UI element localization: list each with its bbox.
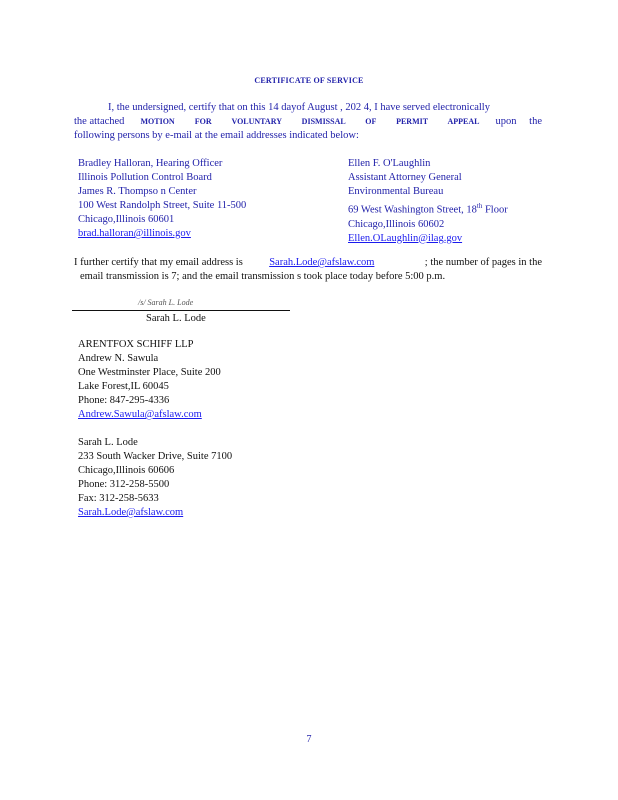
recipient-city: Chicago,Illinois 60601 [78,214,175,225]
recipient-email-link[interactable]: brad.halloran@illinois.gov [78,228,191,239]
office-phone: Phone: 312-258-5500 [78,479,170,490]
firm-email-link[interactable]: Andrew.Sawula@afslaw.com [78,409,202,420]
recipient-street: 69 West Washington Street, 18th Floor [348,202,508,216]
office-fax: Fax: 312-258-5633 [78,493,159,504]
office-city: Chicago,Illinois 60606 [78,465,175,476]
certify-line-2-post: upon the [495,116,542,127]
recipient-email-link[interactable]: Ellen.OLaughlin@ilag.gov [348,232,463,244]
certify-line-2-pre: the attached [74,116,125,127]
further-certify-line-2: email transmission is 7; and the email transmission s took place today before 5:00 p.m. [80,271,446,282]
attorney-name: Sarah L. Lode [78,437,138,448]
firm-street: One Westminster Place, Suite 200 [78,367,221,378]
lode-block [78,436,232,520]
recipient-name: Ellen F. O'Laughlin [348,158,431,169]
further-certify-post: ; the number of pages in the [424,257,542,268]
attorney-name: Andrew N. Sawula [78,353,159,364]
certify-line-3: following persons by e-mail at the email addresses indicated below: [74,130,359,141]
sender-email-link[interactable]: Sarah.Lode@afslaw.com [269,257,375,268]
firm-city: Lake Forest,IL 60045 [78,381,169,392]
recipient-dept: Environmental Bureau [348,186,444,197]
office-email-link[interactable]: Sarah.Lode@afslaw.com [78,507,184,518]
recipient-street: 100 West Randolph Street, Suite 11-500 [78,200,247,211]
recipient-title: Assistant Attorney General [348,172,462,183]
electronic-signature: /s/ Sarah L. Lode [138,298,194,307]
firm-name: ARENTFOX SCHIFF LLP [78,339,194,350]
recipient-building: James R. Thompso n Center [78,186,197,197]
recipient-name: Bradley Halloran, Hearing Officer [78,158,223,169]
signer-name: Sarah L. Lode [146,313,206,324]
recipient-halloran [78,157,246,241]
further-certify-pre: I further certify that my email address is [74,257,243,268]
recipient-city: Chicago,Illinois 60602 [348,218,445,230]
firm-phone: Phone: 847-295-4336 [78,395,170,406]
certify-line-2 [74,115,542,129]
further-certify-line-1 [74,256,542,270]
page-number: 7 [306,734,312,745]
recipient-olaughlin [348,157,508,246]
signature-line [72,310,290,311]
recipient-org: Illinois Pollution Control Board [78,172,212,183]
document-title: CERTIFICATE OF SERVICE [254,76,364,85]
motion-title: MOTION FOR VOLUNTARY DISMISSAL OF PERMIT APPEAL [140,117,480,126]
office-street: 233 South Wacker Drive, Suite 7100 [78,451,233,462]
certify-line-1: I, the undersigned, certify that on this 14 dayof August , 202 4, I have served electronically [108,102,490,113]
firm-block [78,338,221,422]
